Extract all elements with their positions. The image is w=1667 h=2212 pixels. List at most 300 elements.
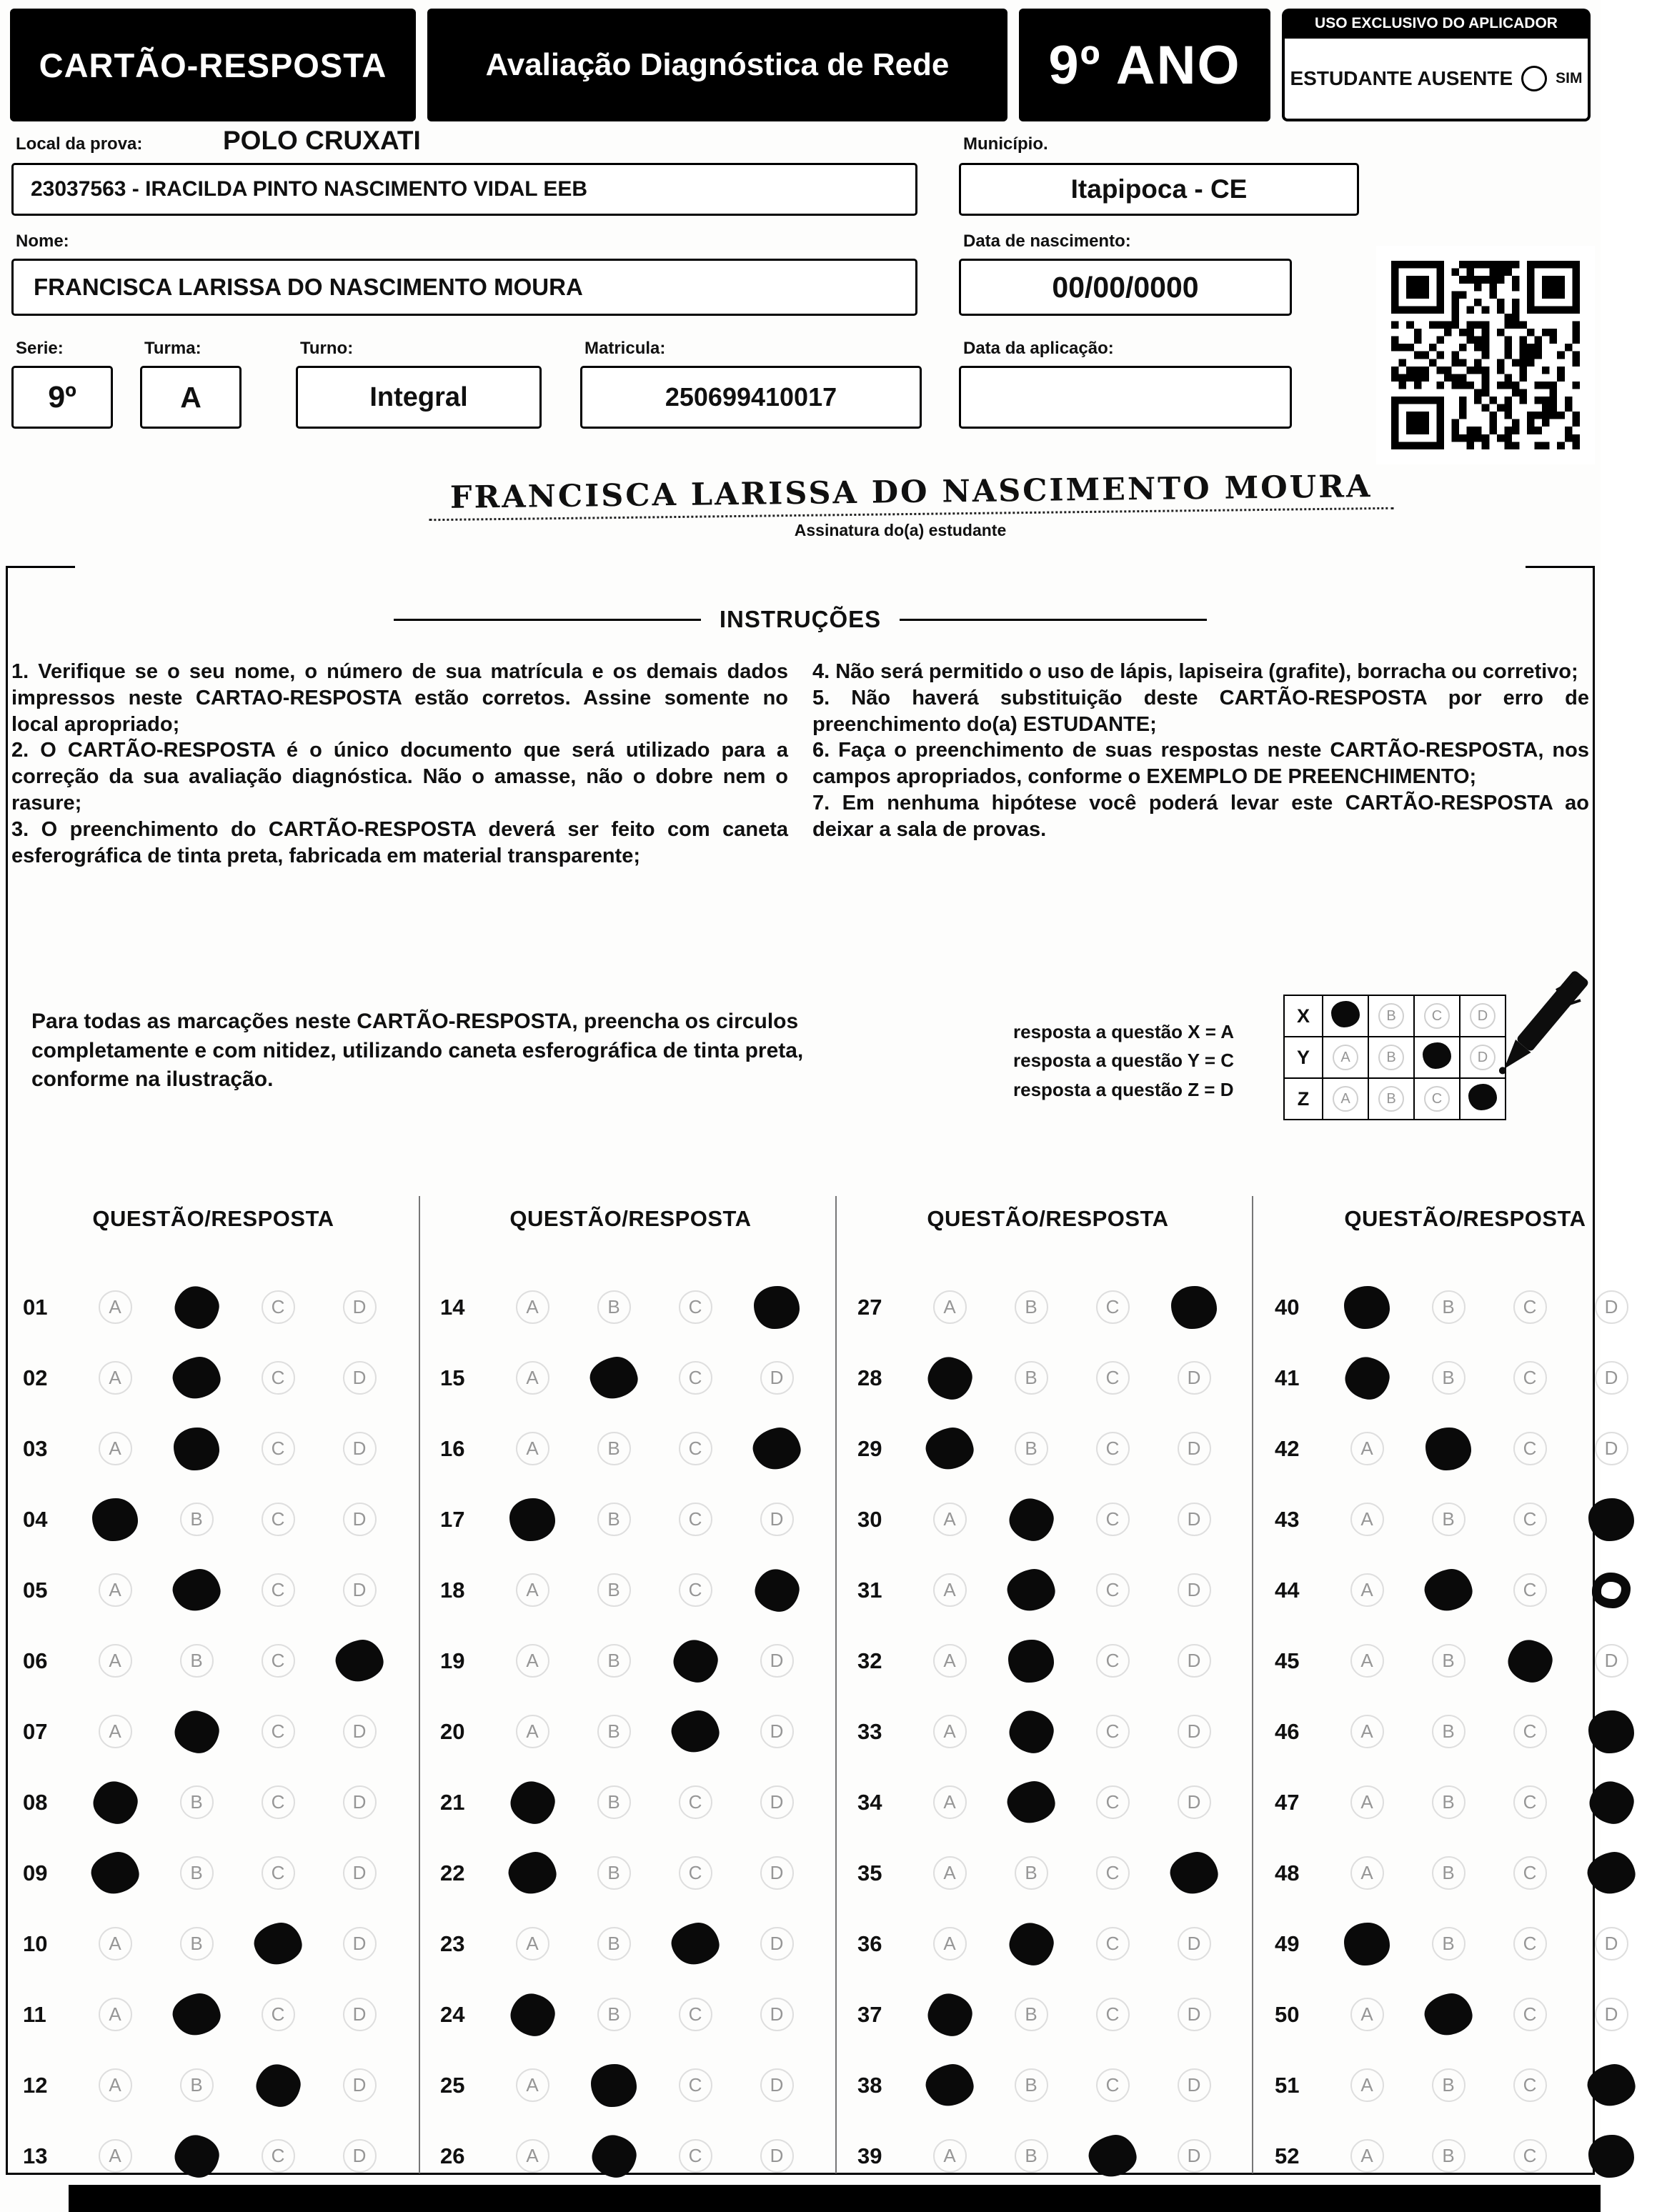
option-c[interactable] bbox=[1489, 1979, 1571, 2050]
bubble: D bbox=[343, 2068, 377, 2102]
option-b[interactable] bbox=[1408, 1979, 1489, 2050]
option-b[interactable] bbox=[156, 1908, 237, 1979]
option-c[interactable] bbox=[1489, 1272, 1571, 1342]
option-c[interactable] bbox=[1072, 1979, 1153, 2050]
filled-bubble bbox=[1423, 1042, 1451, 1069]
option-d[interactable] bbox=[1153, 1413, 1235, 1484]
option-c[interactable] bbox=[1489, 1413, 1571, 1484]
option-a[interactable] bbox=[492, 1838, 573, 1908]
option-c[interactable] bbox=[655, 1413, 736, 1484]
bubble: C bbox=[1513, 1715, 1547, 1748]
option-c[interactable] bbox=[237, 1908, 319, 1979]
answer-row bbox=[11, 1555, 415, 1625]
option-b[interactable] bbox=[1408, 2121, 1489, 2191]
question-number: 24 bbox=[440, 2001, 465, 2027]
option-b[interactable] bbox=[1408, 1484, 1489, 1555]
filled-bubble bbox=[922, 2061, 977, 2110]
option-c[interactable] bbox=[1489, 2121, 1571, 2191]
option-b[interactable] bbox=[990, 1413, 1072, 1484]
bubble: C bbox=[679, 1998, 712, 2031]
option-d[interactable] bbox=[319, 1908, 400, 1979]
option-c[interactable] bbox=[237, 1696, 319, 1767]
option-a[interactable] bbox=[74, 1342, 156, 1413]
option-c[interactable] bbox=[655, 2121, 736, 2191]
option-a[interactable] bbox=[492, 1555, 573, 1625]
option-a[interactable] bbox=[492, 1979, 573, 2050]
option-b[interactable] bbox=[573, 1767, 655, 1838]
question-number: 19 bbox=[440, 1648, 465, 1673]
option-a[interactable] bbox=[1326, 1838, 1408, 1908]
question-number: 07 bbox=[23, 1718, 48, 1744]
option-b[interactable] bbox=[573, 1625, 655, 1696]
bubble: C bbox=[679, 2068, 712, 2102]
option-c[interactable] bbox=[655, 1342, 736, 1413]
option-b[interactable] bbox=[156, 1272, 237, 1342]
option-c[interactable] bbox=[237, 1838, 319, 1908]
filled-bubble bbox=[252, 2060, 304, 2111]
option-c[interactable] bbox=[1489, 1484, 1571, 1555]
option-d[interactable] bbox=[319, 1484, 400, 1555]
bubble: B bbox=[597, 1856, 631, 1890]
example-caption bbox=[1013, 1017, 1234, 1104]
option-c[interactable] bbox=[1489, 1625, 1571, 1696]
option-b[interactable] bbox=[573, 1979, 655, 2050]
option-a[interactable] bbox=[74, 1625, 156, 1696]
option-b[interactable] bbox=[573, 1272, 655, 1342]
answer-row bbox=[846, 1767, 1250, 1838]
option-a[interactable] bbox=[492, 1484, 573, 1555]
bubble: D bbox=[760, 1644, 794, 1678]
question-number: 48 bbox=[1275, 1860, 1300, 1885]
option-d[interactable] bbox=[319, 2121, 400, 2191]
question-number: 15 bbox=[440, 1365, 465, 1390]
option-b[interactable] bbox=[1408, 1272, 1489, 1342]
option-b[interactable] bbox=[990, 2121, 1072, 2191]
option-b[interactable] bbox=[156, 1696, 237, 1767]
example-option-c bbox=[1414, 1078, 1460, 1120]
option-a[interactable] bbox=[909, 1696, 990, 1767]
option-a[interactable] bbox=[909, 1625, 990, 1696]
option-d[interactable] bbox=[736, 1767, 817, 1838]
option-c[interactable] bbox=[237, 1484, 319, 1555]
option-c[interactable] bbox=[1072, 1696, 1153, 1767]
bubble: B bbox=[1015, 1290, 1048, 1324]
bubble: B bbox=[1015, 1361, 1048, 1395]
option-c[interactable] bbox=[237, 1555, 319, 1625]
option-b[interactable] bbox=[1408, 2050, 1489, 2121]
question-number: 25 bbox=[440, 2072, 465, 2098]
option-c[interactable] bbox=[655, 1484, 736, 1555]
option-c[interactable] bbox=[1072, 2050, 1153, 2121]
option-b[interactable] bbox=[573, 1908, 655, 1979]
option-d[interactable] bbox=[1571, 1767, 1652, 1838]
instructions-columns bbox=[11, 659, 1589, 870]
option-a[interactable] bbox=[74, 1413, 156, 1484]
grade-badge: 9º ANO bbox=[1019, 9, 1270, 121]
option-c[interactable] bbox=[237, 1979, 319, 2050]
option-c[interactable] bbox=[1489, 2050, 1571, 2121]
option-d[interactable] bbox=[1153, 1767, 1235, 1838]
option-d[interactable] bbox=[319, 1838, 400, 1908]
bubble: C bbox=[679, 1785, 712, 1819]
option-c[interactable] bbox=[1072, 2121, 1153, 2191]
option-b[interactable] bbox=[156, 1555, 237, 1625]
option-a[interactable] bbox=[1326, 2050, 1408, 2121]
option-b[interactable] bbox=[573, 2121, 655, 2191]
bubble: B bbox=[597, 1715, 631, 1748]
option-c[interactable] bbox=[1489, 1838, 1571, 1908]
question-number: 44 bbox=[1275, 1577, 1300, 1603]
option-b[interactable] bbox=[990, 1555, 1072, 1625]
option-a[interactable] bbox=[1326, 1979, 1408, 2050]
option-a[interactable] bbox=[492, 1342, 573, 1413]
option-a[interactable] bbox=[74, 1696, 156, 1767]
answer-row bbox=[846, 1625, 1250, 1696]
option-b[interactable] bbox=[990, 1625, 1072, 1696]
option-a[interactable] bbox=[1326, 1908, 1408, 1979]
option-c[interactable] bbox=[237, 1342, 319, 1413]
option-d[interactable] bbox=[1571, 1484, 1652, 1555]
option-b[interactable] bbox=[573, 1838, 655, 1908]
question-number: 21 bbox=[440, 1789, 465, 1815]
option-d[interactable] bbox=[319, 1979, 400, 2050]
option-b[interactable] bbox=[990, 1484, 1072, 1555]
option-a[interactable] bbox=[909, 1484, 990, 1555]
option-b[interactable] bbox=[1408, 1342, 1489, 1413]
filled-bubble bbox=[89, 1777, 141, 1828]
option-a[interactable] bbox=[74, 1272, 156, 1342]
option-c[interactable] bbox=[237, 2050, 319, 2121]
option-b[interactable] bbox=[573, 1555, 655, 1625]
answer-row bbox=[846, 1696, 1250, 1767]
option-c[interactable] bbox=[1489, 1555, 1571, 1625]
option-b[interactable] bbox=[156, 1838, 237, 1908]
option-d[interactable] bbox=[1571, 2050, 1652, 2121]
option-c[interactable] bbox=[1072, 1413, 1153, 1484]
option-b[interactable] bbox=[990, 2050, 1072, 2121]
option-a[interactable] bbox=[1326, 1767, 1408, 1838]
option-d[interactable] bbox=[1153, 2050, 1235, 2121]
option-c[interactable] bbox=[1489, 1342, 1571, 1413]
option-c[interactable] bbox=[1072, 1484, 1153, 1555]
filled-bubble bbox=[587, 2131, 640, 2181]
option-d[interactable] bbox=[319, 1555, 400, 1625]
answer-row bbox=[846, 1979, 1250, 2050]
option-a[interactable] bbox=[492, 2121, 573, 2191]
option-a[interactable] bbox=[909, 1413, 990, 1484]
bubble: C bbox=[1096, 1644, 1130, 1678]
option-c[interactable] bbox=[1072, 1625, 1153, 1696]
option-a[interactable] bbox=[492, 1696, 573, 1767]
answer-row bbox=[1263, 2050, 1667, 2121]
option-a[interactable] bbox=[74, 1979, 156, 2050]
bubble: B bbox=[1432, 1503, 1466, 1536]
option-d[interactable] bbox=[1571, 1555, 1652, 1625]
turma-field: A bbox=[140, 366, 242, 429]
option-d[interactable] bbox=[319, 1342, 400, 1413]
answer-row bbox=[429, 2121, 832, 2191]
bubble: D bbox=[1595, 1290, 1628, 1324]
option-b[interactable] bbox=[1408, 1413, 1489, 1484]
option-b[interactable] bbox=[156, 1484, 237, 1555]
filled-bubble bbox=[668, 1919, 722, 1968]
bubble: A bbox=[516, 1573, 549, 1607]
option-c[interactable] bbox=[1072, 1908, 1153, 1979]
option-a[interactable] bbox=[74, 1908, 156, 1979]
bubble: D bbox=[760, 2139, 794, 2173]
option-a[interactable] bbox=[909, 2121, 990, 2191]
option-a[interactable] bbox=[909, 1908, 990, 1979]
option-b[interactable] bbox=[156, 2050, 237, 2121]
bubble: C bbox=[679, 1432, 712, 1465]
question-number: 49 bbox=[1275, 1930, 1300, 1956]
option-d[interactable] bbox=[1153, 2121, 1235, 2191]
option-b[interactable] bbox=[156, 1979, 237, 2050]
bubble: A bbox=[933, 1644, 967, 1678]
bubble: A bbox=[933, 1573, 967, 1607]
option-a[interactable] bbox=[492, 1767, 573, 1838]
option-d[interactable] bbox=[736, 1838, 817, 1908]
option-c[interactable] bbox=[655, 1625, 736, 1696]
option-b[interactable] bbox=[990, 1272, 1072, 1342]
option-d[interactable] bbox=[319, 1625, 400, 1696]
absent-label: ESTUDANTE AUSENTE bbox=[1290, 67, 1513, 89]
option-a[interactable] bbox=[74, 1767, 156, 1838]
option-b[interactable] bbox=[573, 1696, 655, 1767]
option-c[interactable] bbox=[237, 2121, 319, 2191]
option-a[interactable] bbox=[1326, 1342, 1408, 1413]
option-a[interactable] bbox=[909, 1272, 990, 1342]
option-d[interactable] bbox=[319, 1272, 400, 1342]
bubble: A bbox=[516, 1644, 549, 1678]
option-d[interactable] bbox=[1153, 1838, 1235, 1908]
option-c[interactable] bbox=[1072, 1342, 1153, 1413]
option-a[interactable] bbox=[492, 2050, 573, 2121]
option-d[interactable] bbox=[1571, 1342, 1652, 1413]
option-a[interactable] bbox=[74, 1484, 156, 1555]
bubble: B bbox=[1015, 1856, 1048, 1890]
option-d[interactable] bbox=[319, 1696, 400, 1767]
option-b[interactable] bbox=[573, 1342, 655, 1413]
option-b[interactable] bbox=[156, 2121, 237, 2191]
option-b[interactable] bbox=[990, 1838, 1072, 1908]
option-b[interactable] bbox=[1408, 1696, 1489, 1767]
bubble: C bbox=[262, 1432, 295, 1465]
option-a[interactable] bbox=[909, 1555, 990, 1625]
option-d[interactable] bbox=[736, 1413, 817, 1484]
option-a[interactable] bbox=[492, 1413, 573, 1484]
option-a[interactable] bbox=[909, 1838, 990, 1908]
option-d[interactable] bbox=[1571, 1696, 1652, 1767]
example-option-c bbox=[1414, 995, 1460, 1037]
turno-label: Turno: bbox=[300, 339, 354, 358]
option-c[interactable] bbox=[237, 1625, 319, 1696]
option-d[interactable] bbox=[1153, 1625, 1235, 1696]
bubble: A bbox=[933, 1290, 967, 1324]
instruction-item: 2. O CARTÃO-RESPOSTA é o único documento que será utilizado para a correção da sua avaliação diagnóstica. Não o amasse, não o dobre nem o rasure; bbox=[11, 739, 788, 815]
option-a[interactable] bbox=[1326, 1272, 1408, 1342]
option-c[interactable] bbox=[655, 1979, 736, 2050]
bubble: A bbox=[1350, 1785, 1384, 1819]
option-a[interactable] bbox=[1326, 1696, 1408, 1767]
option-b[interactable] bbox=[156, 1767, 237, 1838]
option-d[interactable] bbox=[736, 2121, 817, 2191]
option-c[interactable] bbox=[237, 1272, 319, 1342]
option-d[interactable] bbox=[1153, 1979, 1235, 2050]
option-d[interactable] bbox=[1153, 1555, 1235, 1625]
filled-bubble bbox=[170, 1706, 222, 1757]
option-c[interactable] bbox=[1489, 1908, 1571, 1979]
bubble: D bbox=[343, 1998, 377, 2031]
option-d[interactable] bbox=[736, 1625, 817, 1696]
option-c[interactable] bbox=[655, 1908, 736, 1979]
option-d[interactable] bbox=[319, 1767, 400, 1838]
option-a[interactable] bbox=[74, 1838, 156, 1908]
option-d[interactable] bbox=[736, 1979, 817, 2050]
bubble: C bbox=[1096, 1361, 1130, 1395]
option-c[interactable] bbox=[1489, 1696, 1571, 1767]
option-d[interactable] bbox=[319, 1413, 400, 1484]
option-a[interactable] bbox=[74, 1555, 156, 1625]
bubble: D bbox=[343, 1361, 377, 1395]
answer-row bbox=[429, 1767, 832, 1838]
option-c[interactable] bbox=[1072, 1272, 1153, 1342]
question-number: 03 bbox=[23, 1435, 48, 1461]
option-d[interactable] bbox=[1153, 1272, 1235, 1342]
bubble: A bbox=[1350, 1503, 1384, 1536]
option-d[interactable] bbox=[736, 1272, 817, 1342]
option-a[interactable] bbox=[1326, 2121, 1408, 2191]
matricula-field: 250699410017 bbox=[580, 366, 922, 429]
option-d[interactable] bbox=[736, 1908, 817, 1979]
option-c[interactable] bbox=[1072, 1838, 1153, 1908]
absent-checkbox[interactable] bbox=[1521, 66, 1547, 91]
option-b[interactable] bbox=[990, 1696, 1072, 1767]
bubble: C bbox=[679, 1503, 712, 1536]
bubble: A bbox=[1333, 1086, 1358, 1112]
option-d[interactable] bbox=[1571, 1413, 1652, 1484]
answer-row bbox=[1263, 1555, 1667, 1625]
aplicacao-label: Data da aplicação: bbox=[963, 339, 1114, 358]
option-b[interactable] bbox=[990, 1342, 1072, 1413]
option-b[interactable] bbox=[573, 1413, 655, 1484]
option-d[interactable] bbox=[736, 2050, 817, 2121]
option-c[interactable] bbox=[655, 2050, 736, 2121]
option-a[interactable] bbox=[1326, 1484, 1408, 1555]
option-a[interactable] bbox=[492, 1272, 573, 1342]
option-d[interactable] bbox=[1571, 1838, 1652, 1908]
option-b[interactable] bbox=[156, 1413, 237, 1484]
question-number: 35 bbox=[857, 1860, 882, 1885]
option-d[interactable] bbox=[319, 2050, 400, 2121]
question-number: 40 bbox=[1275, 1294, 1300, 1320]
bubble: C bbox=[262, 1644, 295, 1678]
option-c[interactable] bbox=[237, 1767, 319, 1838]
option-d[interactable] bbox=[736, 1555, 817, 1625]
option-a[interactable] bbox=[492, 1908, 573, 1979]
option-a[interactable] bbox=[1326, 1413, 1408, 1484]
option-a[interactable] bbox=[74, 2121, 156, 2191]
option-b[interactable] bbox=[156, 1625, 237, 1696]
option-c[interactable] bbox=[655, 1696, 736, 1767]
bubble: D bbox=[1178, 1573, 1211, 1607]
question-number: 36 bbox=[857, 1930, 882, 1956]
option-b[interactable] bbox=[990, 1767, 1072, 1838]
option-d[interactable] bbox=[1571, 1625, 1652, 1696]
option-c[interactable] bbox=[1072, 1767, 1153, 1838]
option-b[interactable] bbox=[573, 2050, 655, 2121]
bubble: B bbox=[180, 1785, 214, 1819]
option-d[interactable] bbox=[736, 1342, 817, 1413]
bubble: D bbox=[760, 1927, 794, 1961]
option-d[interactable] bbox=[1571, 2121, 1652, 2191]
option-a[interactable] bbox=[909, 1342, 990, 1413]
option-d[interactable] bbox=[1153, 1696, 1235, 1767]
option-c[interactable] bbox=[237, 1413, 319, 1484]
option-b[interactable] bbox=[156, 1342, 237, 1413]
question-number: 47 bbox=[1275, 1789, 1300, 1815]
bubble: A bbox=[99, 1361, 132, 1395]
option-a[interactable] bbox=[74, 2050, 156, 2121]
option-c[interactable] bbox=[1489, 1767, 1571, 1838]
bubble: D bbox=[1178, 2139, 1211, 2173]
bubble: D bbox=[1470, 1045, 1496, 1070]
bubble: B bbox=[1432, 1715, 1466, 1748]
option-d[interactable] bbox=[736, 1484, 817, 1555]
signature-block bbox=[429, 469, 1373, 540]
option-c[interactable] bbox=[655, 1767, 736, 1838]
option-a[interactable] bbox=[1326, 1625, 1408, 1696]
option-c[interactable] bbox=[655, 1555, 736, 1625]
option-b[interactable] bbox=[1408, 1908, 1489, 1979]
option-b[interactable] bbox=[1408, 1555, 1489, 1625]
option-d[interactable] bbox=[1571, 1908, 1652, 1979]
option-b[interactable] bbox=[990, 1908, 1072, 1979]
option-c[interactable] bbox=[655, 1838, 736, 1908]
aplicacao-field bbox=[959, 366, 1292, 429]
option-b[interactable] bbox=[573, 1484, 655, 1555]
bubble: C bbox=[262, 1998, 295, 2031]
option-d[interactable] bbox=[1153, 1484, 1235, 1555]
option-b[interactable] bbox=[1408, 1767, 1489, 1838]
option-a[interactable] bbox=[909, 2050, 990, 2121]
nascimento-field: 00/00/0000 bbox=[959, 259, 1292, 316]
bubble: C bbox=[1513, 1785, 1547, 1819]
option-b[interactable] bbox=[1408, 1838, 1489, 1908]
option-d[interactable] bbox=[1571, 1979, 1652, 2050]
bubble: C bbox=[1424, 1086, 1450, 1112]
filled-bubble bbox=[506, 1989, 558, 2040]
option-d[interactable] bbox=[1153, 1342, 1235, 1413]
option-d[interactable] bbox=[1153, 1908, 1235, 1979]
qr-code bbox=[1376, 246, 1595, 464]
option-c[interactable] bbox=[1072, 1555, 1153, 1625]
option-a[interactable] bbox=[492, 1625, 573, 1696]
option-d[interactable] bbox=[1571, 1272, 1652, 1342]
bubble: C bbox=[1096, 1785, 1130, 1819]
option-b[interactable] bbox=[1408, 1625, 1489, 1696]
bubble: A bbox=[99, 2139, 132, 2173]
bubble: D bbox=[1178, 1785, 1211, 1819]
option-c[interactable] bbox=[655, 1272, 736, 1342]
question-number: 06 bbox=[23, 1648, 48, 1673]
bubble: D bbox=[1595, 1998, 1628, 2031]
option-a[interactable] bbox=[909, 1979, 990, 2050]
option-a[interactable] bbox=[1326, 1555, 1408, 1625]
option-b[interactable] bbox=[990, 1979, 1072, 2050]
option-d[interactable] bbox=[736, 1696, 817, 1767]
option-a[interactable] bbox=[909, 1767, 990, 1838]
